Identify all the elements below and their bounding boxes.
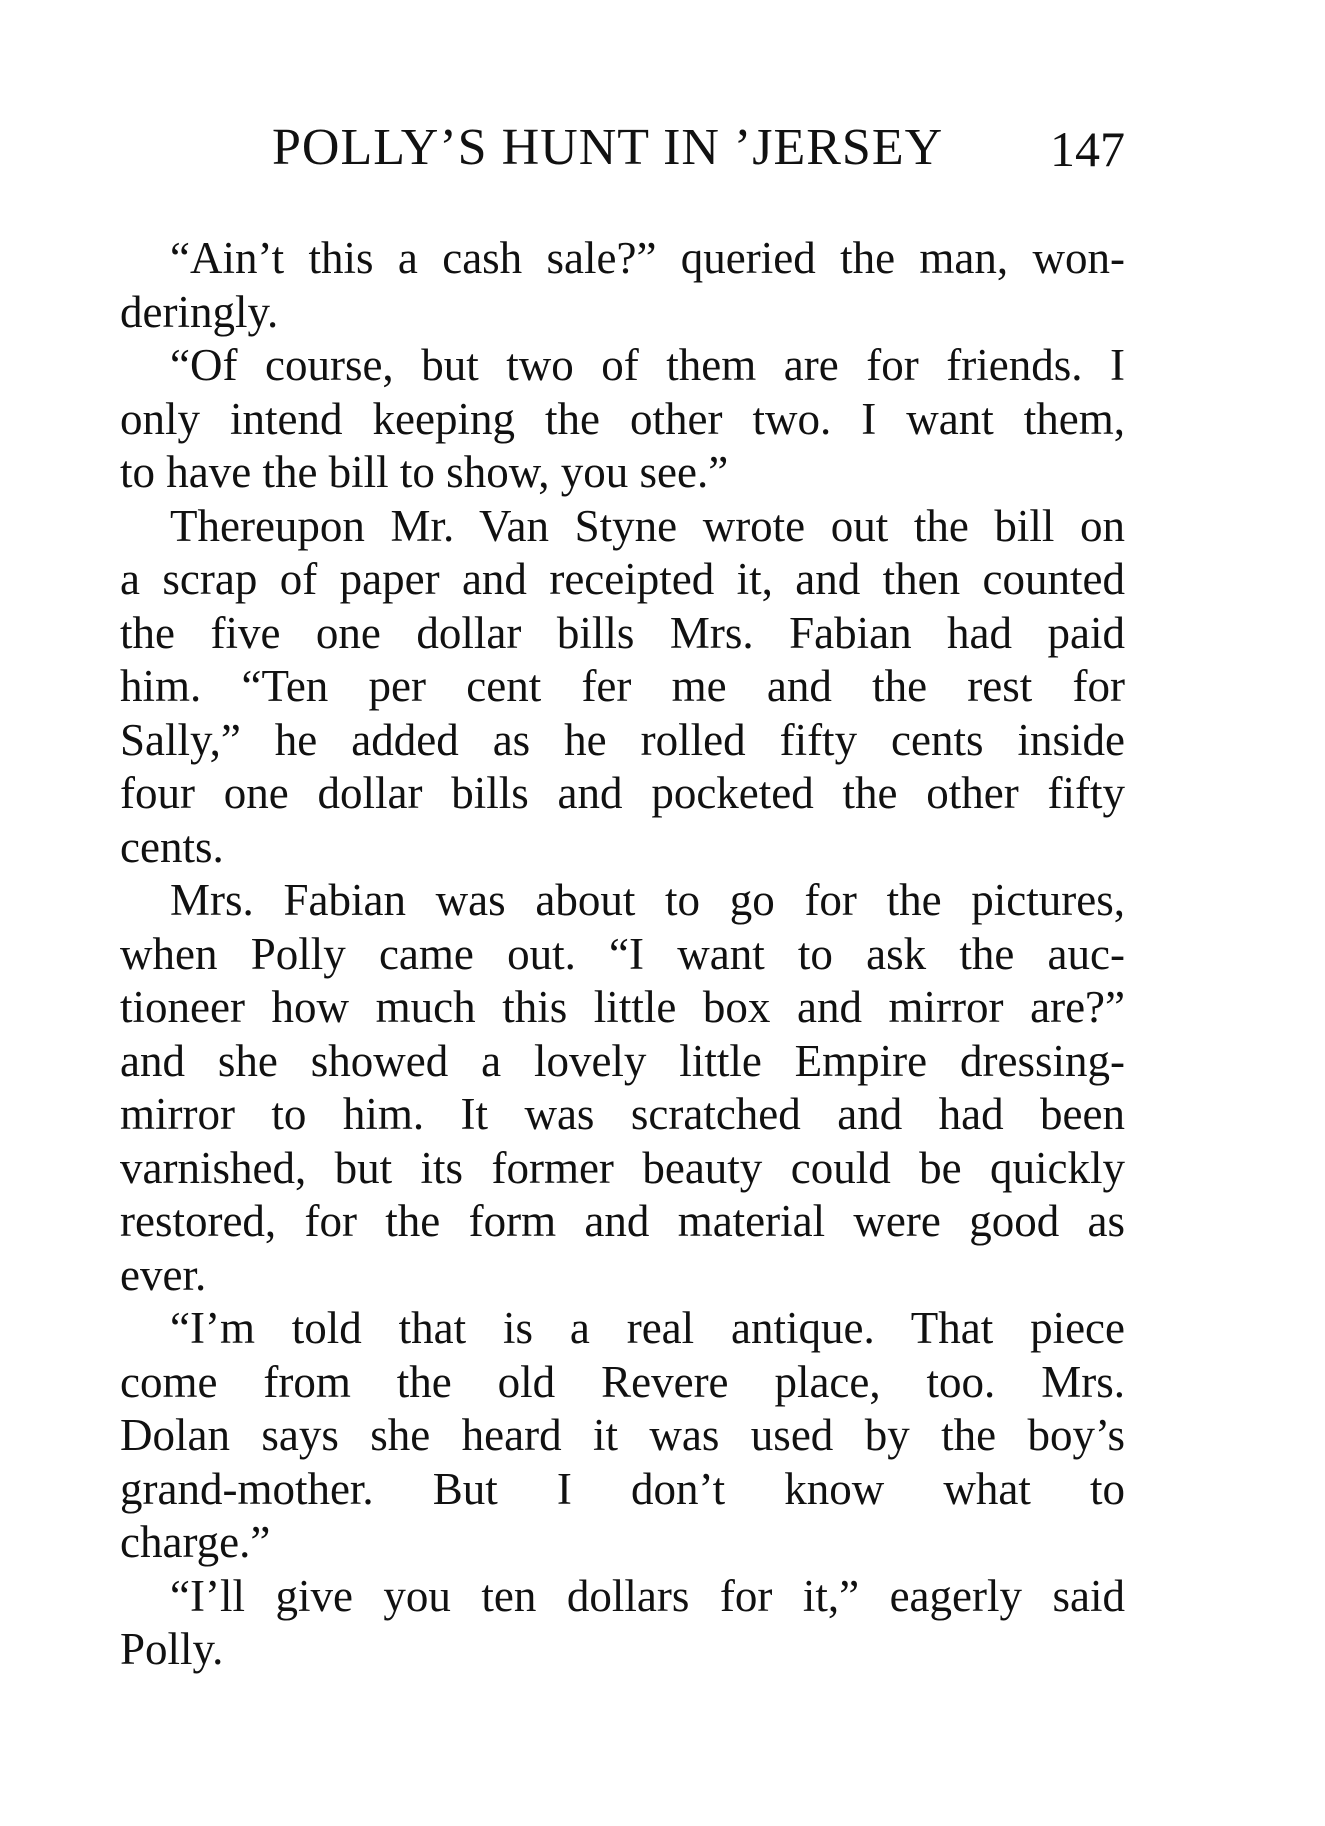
text-line: him. “Ten per cent fer me and the rest for: [120, 661, 1125, 711]
page-number: 147: [1050, 121, 1125, 177]
text-line: Polly.: [120, 1624, 224, 1674]
page-header: [120, 118, 1125, 178]
text-line: Dolan says she heard it was used by the boy’s: [120, 1410, 1125, 1460]
text-line: the five one dollar bills Mrs. Fabian had paid: [120, 607, 1125, 658]
text-line: restored, for the form and material were good as: [120, 1196, 1125, 1246]
text-line: cents.: [120, 821, 224, 872]
running-title: POLLY’S HUNT IN ’JERSEY: [272, 119, 944, 176]
text-line: “I’ll give you ten dollars for it,” eagerly said: [170, 1570, 1125, 1621]
text-line: and she showed a lovely little Empire dressing-: [120, 1035, 1125, 1086]
text-line: Mrs. Fabian was about to go for the pictures,: [170, 875, 1125, 925]
text-line: mirror to him. It was scratched and had been: [120, 1089, 1125, 1139]
text-line: “I’m told that is a real antique. That piece: [170, 1303, 1125, 1353]
text-line: deringly.: [120, 286, 279, 337]
text-line: “Of course, but two of them are for friends. I: [170, 340, 1125, 390]
text-line: a scrap of paper and receipted it, and then counted: [120, 554, 1125, 604]
text-line: when Polly came out. “I want to ask the auc-: [120, 928, 1125, 979]
text-line: charge.”: [120, 1517, 271, 1567]
body-text: [120, 232, 1125, 1677]
text-line: Sally,” he added as he rolled fifty cents inside: [120, 714, 1125, 765]
text-line: Thereupon Mr. Van Styne wrote out the bill on: [170, 500, 1125, 551]
text-line: ever.: [120, 1249, 207, 1300]
text-line: varnished, but its former beauty could be quickly: [120, 1142, 1125, 1193]
text-line: to have the bill to show, you see.”: [120, 447, 729, 497]
text-line: four one dollar bills and pocketed the other fifty: [120, 768, 1125, 818]
text-line: “Ain’t this a cash sale?” queried the man, won-: [170, 233, 1125, 283]
text-line: tioneer how much this little box and mirror are?”: [120, 982, 1125, 1032]
text-line: only intend keeping the other two. I want them,: [120, 393, 1125, 444]
text-line: grand-mother. But I don’t know what to: [120, 1463, 1125, 1514]
text-line: come from the old Revere place, too. Mrs.: [120, 1356, 1125, 1407]
